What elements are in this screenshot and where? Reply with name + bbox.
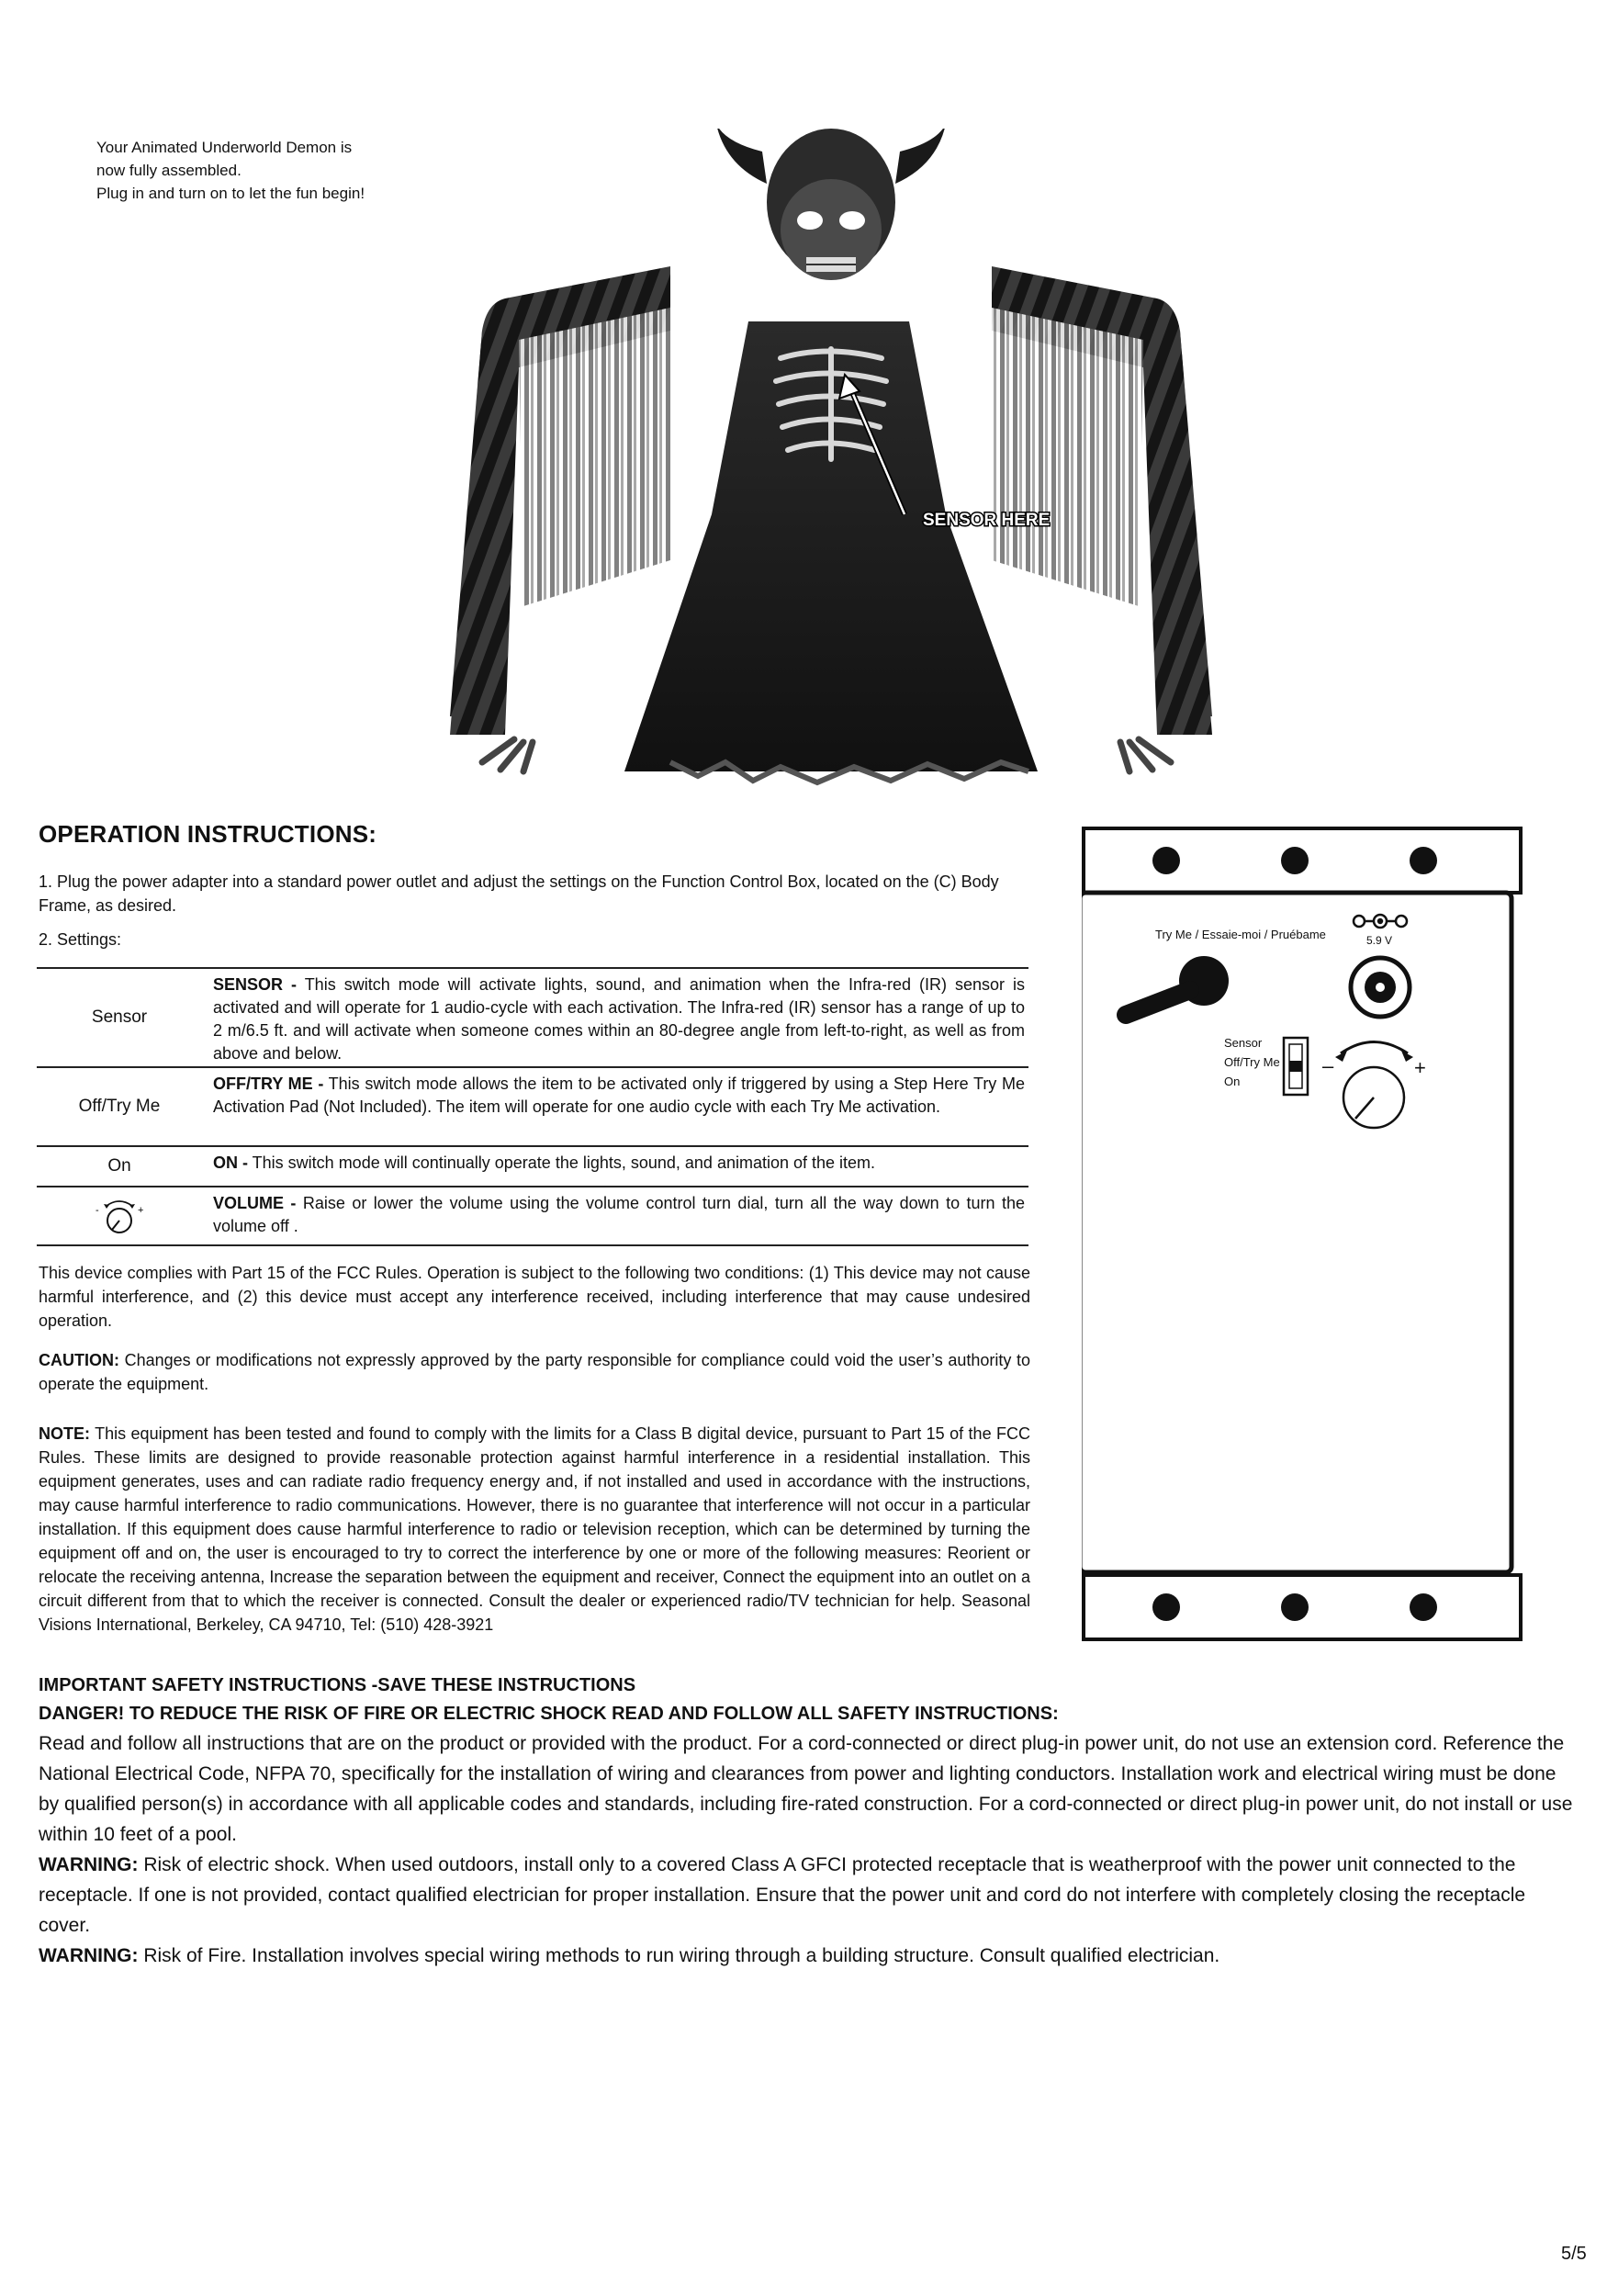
- volume-plus-sign: +: [138, 1205, 144, 1216]
- sensor-label: SENSOR HERE: [923, 511, 1051, 530]
- mode-label: On: [107, 1156, 131, 1176]
- switch-label-on: On: [1224, 1075, 1241, 1088]
- left-wing: [450, 266, 670, 735]
- warning-label: WARNING:: [39, 1945, 139, 1966]
- mode-description: [202, 969, 1028, 1066]
- mode-text: This switch mode allows the item to be activated only if triggered by using a Step Here Try Me Activation Pad (Not Included). The item will operate for one audio cycle with each Try Me activation.: [213, 1075, 1025, 1116]
- screw-hole-icon: [1410, 847, 1437, 874]
- mode-description: [202, 1068, 1028, 1145]
- caution-text: Changes or modifications not expressly approved by the party responsible for compliance could void the user’s authority to operate the equipment.: [39, 1351, 1030, 1393]
- danger-heading: DANGER! TO REDUCE THE RISK OF FIRE OR ELECTRIC SHOCK READ AND FOLLOW ALL SAFETY INSTRUCTIONS:: [39, 1704, 1059, 1724]
- caution-paragraph: [39, 1348, 1030, 1396]
- voltage-label: 5.9 V: [1366, 934, 1393, 947]
- fcc-statement: This device complies with Part 15 of the FCC Rules. Operation is subject to the following two conditions: (1) This device may not cause harmful interference, and (2) this device must accept any interference received, including interference that may cause undesired operation.: [39, 1264, 1030, 1330]
- mode-keyword: ON -: [213, 1154, 248, 1172]
- warning-text: Risk of electric shock. When used outdoors, install only to a covered Class A GFCI protected receptacle that is weatherproof with the power unit connected to the receptacle. If one is not provided, contact qualified electrician for proper installation. Ensure that the power unit and cord do not interfere with completely closing the receptacle cover.: [39, 1854, 1526, 1936]
- volume-plus-label: +: [1414, 1056, 1426, 1079]
- volume-dial-icon: [92, 1193, 147, 1239]
- intro-text: [96, 136, 427, 205]
- mode-description: [202, 1187, 1028, 1244]
- demon-figure-image: [395, 129, 1267, 799]
- settings-row-off-try-me: [37, 1066, 1028, 1145]
- control-box-body: [1082, 893, 1511, 1572]
- settings-row-volume: [37, 1186, 1028, 1246]
- operation-title: OPERATION INSTRUCTIONS:: [39, 820, 377, 848]
- warning-text: Risk of Fire. Installation involves special wiring methods to run wiring through a building structure. Consult qualified electrician.: [138, 1945, 1220, 1966]
- mode-keyword: VOLUME -: [213, 1194, 297, 1212]
- safety-heading: IMPORTANT SAFETY INSTRUCTIONS -SAVE THESE INSTRUCTIONS: [39, 1675, 636, 1695]
- mode-text: This switch mode will activate lights, sound, and animation when the Infra-red (IR) sensor is activated and will operate for 1 audio-cycle with each activation. The Infra-red (IR) sensor has a range of up to 2 m/6.5 ft. and will activate when someone comes within an 80-degree angle from left-to-right, as well as from above and below.: [213, 975, 1025, 1063]
- volume-minus-label: –: [1322, 1054, 1334, 1077]
- screw-hole-icon: [1410, 1593, 1437, 1621]
- settings-row-on: [37, 1145, 1028, 1186]
- intro-line: Plug in and turn on to let the fun begin!: [96, 185, 365, 202]
- warning-label: WARNING:: [39, 1854, 139, 1875]
- note-paragraph: [39, 1422, 1030, 1637]
- page-number: 5/5: [1561, 2244, 1587, 2264]
- settings-row-sensor: [37, 967, 1028, 1066]
- note-label: NOTE:: [39, 1424, 90, 1443]
- note-text: This equipment has been tested and found to comply with the limits for a Class B digital device, pursuant to Part 15 of the FCC Rules. These limits are designed to provide reasonable protection against harmful interference in a residential installation. This equipment generates, uses and can radiate radio frequency energy and, if not installed and used in accordance with the instructions, may cause harmful interference to radio communications. However, there is no guarantee that interference will not occur in a particular installation. If this equipment does cause harmful interference to radio or television reception, which can be determined by turning the equipment off and on, the user is encouraged to try to correct the interference by one or more of the following measures: Reorient or relocate the receiving antenna, Increase the separation between the equipment and receiver, Connect the equipment into an outlet on a circuit different from that to which the receiver is connected. Consult the dealer or experienced radio/TV technician for help. Seasonal Visions International, Berkeley, CA 94710, Tel: (510) 428-3921: [39, 1424, 1030, 1634]
- screw-hole-icon: [1281, 847, 1309, 874]
- switch-label-sensor: Sensor: [1224, 1036, 1263, 1050]
- caution-label: CAUTION:: [39, 1351, 119, 1369]
- mode-label: Sensor: [91, 1007, 148, 1027]
- intro-line: now fully assembled.: [96, 162, 242, 179]
- dc-power-jack-icon: [1351, 958, 1410, 1017]
- mode-label: Off/Try Me: [78, 1097, 161, 1116]
- mode-label: [37, 1187, 202, 1244]
- right-wing: [992, 266, 1212, 735]
- skull-head: [716, 129, 946, 280]
- screw-hole-icon: [1152, 1593, 1180, 1621]
- intro-line: Your Animated Underworld Demon is: [96, 139, 353, 156]
- screw-hole-icon: [1281, 1593, 1309, 1621]
- step-1-text: 1. Plug the power adapter into a standard power outlet and adjust the settings on the Function Control Box, located on the (C) Body Frame, as desired.: [39, 872, 999, 915]
- control-box-diagram: [1082, 827, 1523, 1644]
- mode-text: Raise or lower the volume using the volume control turn dial, turn all the way down to turn the volume off .: [213, 1194, 1026, 1235]
- safety-section: [39, 1671, 1581, 1971]
- mode-text: This switch mode will continually operate the lights, sound, and animation of the item.: [248, 1154, 876, 1172]
- try-me-label: Try Me / Essaie-moi / Pruébame: [1155, 928, 1326, 941]
- mode-keyword: OFF/TRY ME -: [213, 1075, 324, 1093]
- settings-table: [37, 967, 1028, 1246]
- warning-shock: [39, 1850, 1581, 1941]
- volume-minus-sign: -: [96, 1205, 99, 1216]
- safety-body: Read and follow all instructions that are on the product or provided with the product. For a cord-connected or direct plug-in power unit, do not use an extension cord. Reference the National Electrical Code, NFPA 70, specifically for the installation of wiring and clearances from power and lighting conductors. Installation work and electrical wiring must be done by qualified person(s) in accordance with all applicable codes and standards, including fire-rated construction. For a cord-connected or direct plug-in power unit, do not install or use within 10 feet of a pool.: [39, 1733, 1573, 1845]
- screw-hole-icon: [1152, 847, 1180, 874]
- mode-switch[interactable]: [1284, 1038, 1308, 1095]
- mode-description: [202, 1147, 1028, 1186]
- switch-label-off-try-me: Off/Try Me: [1224, 1055, 1280, 1069]
- step-2-text: 2. Settings:: [39, 930, 122, 949]
- warning-fire: [39, 1941, 1581, 1971]
- mode-keyword: SENSOR -: [213, 975, 298, 994]
